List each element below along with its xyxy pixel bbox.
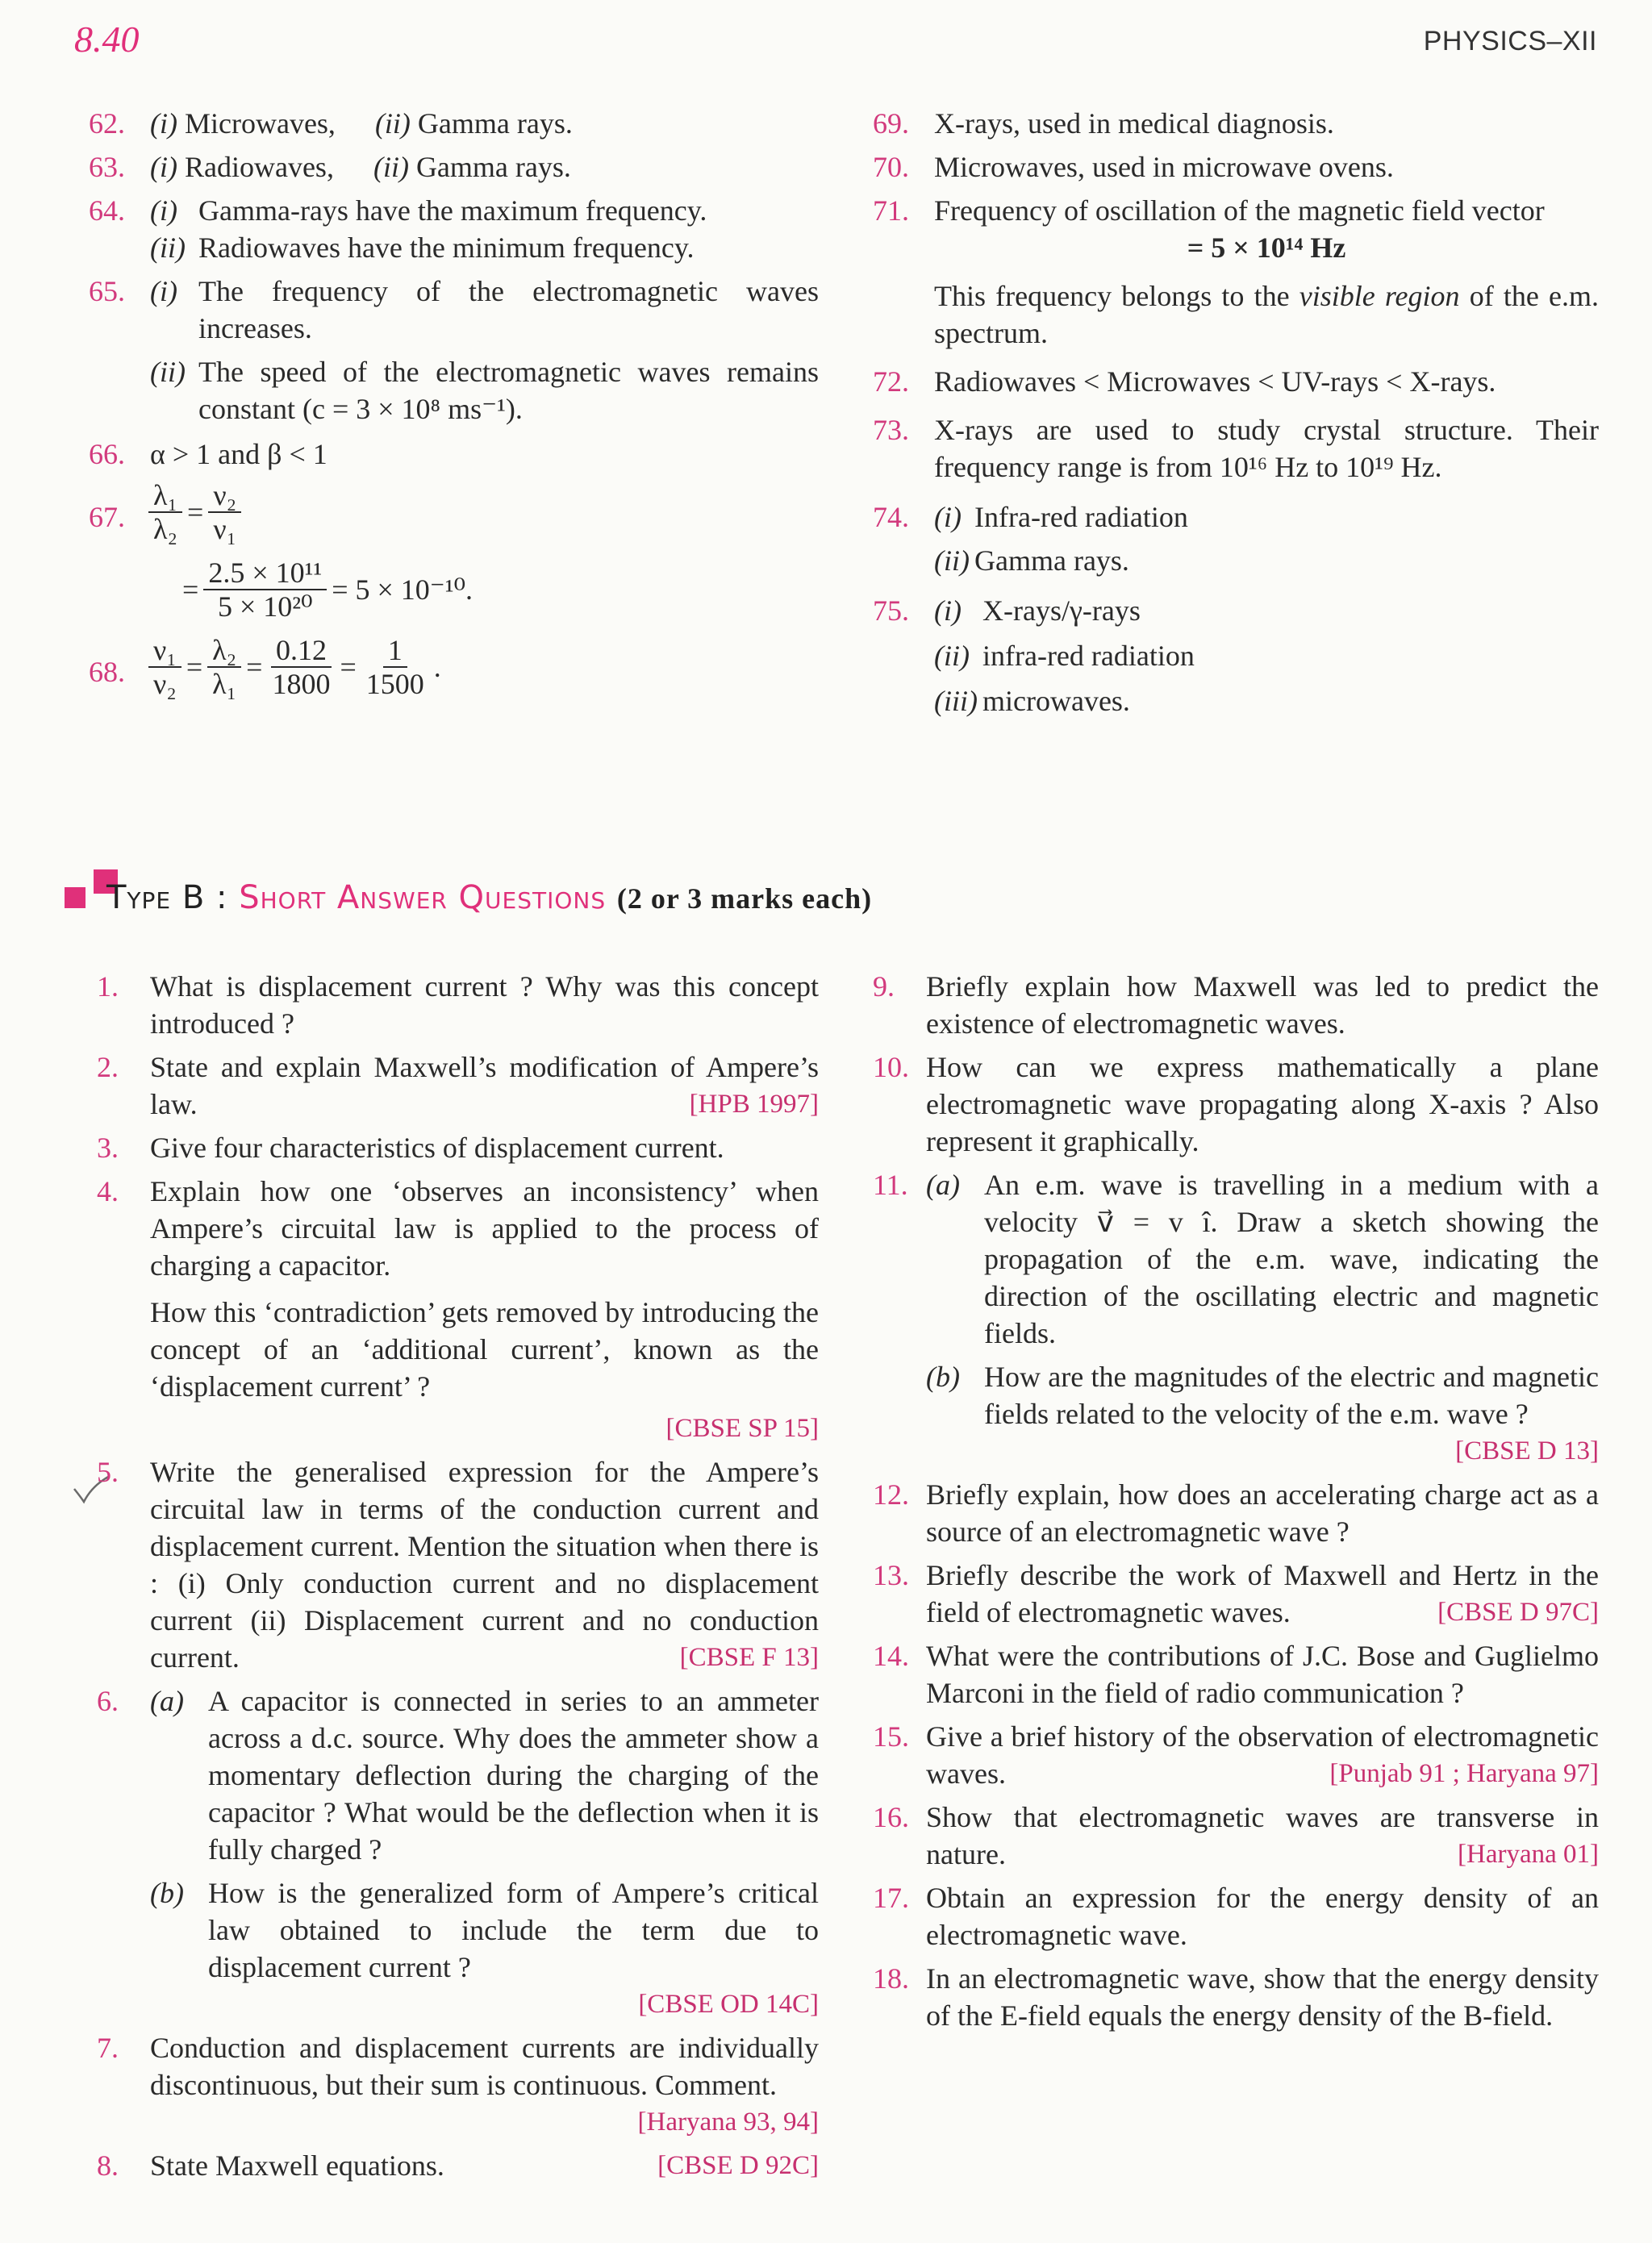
question-6 — [97, 1682, 819, 2023]
section-heading — [66, 879, 873, 916]
sub-answer — [150, 273, 819, 347]
answer-69 — [873, 105, 1599, 142]
fraction — [148, 479, 182, 545]
sub-label: (i) — [150, 194, 177, 227]
question-15 — [873, 1718, 1599, 1792]
answer-number: 68. — [89, 656, 125, 688]
question-number: 18. — [873, 1962, 909, 1995]
question-text: Write the generalised expression for the Ampere’s circuital law in terms of the conduction current and displacement current. Mention the situation when there is : (i) Only conduction current and no displacement current (ii) Displacement current and no conduction current. — [150, 1456, 819, 1674]
question-3 — [97, 1129, 819, 1166]
heading-marker-icon — [65, 887, 86, 908]
questions-right-column — [873, 968, 1599, 2041]
equation: = 5 × 10¹⁴ Hz — [1187, 231, 1346, 264]
question-8 — [97, 2147, 819, 2184]
question-9 — [873, 968, 1599, 1042]
answer-text: The speed of the electromagnetic waves remains constant (c = 3 × 10⁸ ms⁻¹). — [198, 356, 819, 425]
answer-text: Microwaves, used in microwave ovens. — [934, 151, 1394, 183]
answer-text: Radiowaves have the minimum frequency. — [198, 231, 695, 264]
source-reference: [CBSE D 97C] — [1437, 1598, 1599, 1627]
sub-label: (b) — [926, 1361, 960, 1393]
equation-result: = 5 × 10⁻¹⁰. — [332, 573, 473, 606]
question-number: 13. — [873, 1559, 909, 1591]
source-reference: [CBSE D 13] — [1455, 1436, 1599, 1465]
question-text: What were the contributions of J.C. Bose and Guglielmo Marconi in the field of radio communication ? — [926, 1640, 1599, 1709]
answer-text: Microwaves, — [184, 107, 336, 140]
question-number: 7. — [97, 2032, 119, 2064]
answer-text: Radiowaves < Microwaves < UV-rays < X-rays. — [934, 365, 1496, 398]
question-number: 4. — [97, 1175, 119, 1207]
question-text: Briefly explain, how does an accelerating charge act as a source of an electromagnetic wave ? — [926, 1478, 1599, 1548]
question-text: State Maxwell equations. — [150, 2149, 444, 2182]
answer-text: infra-red radiation — [982, 640, 1195, 672]
sub-label: (i) — [934, 594, 962, 627]
denominator: 1500 — [365, 668, 424, 700]
question-17 — [873, 1879, 1599, 1953]
answer-text: This frequency belongs to the — [934, 280, 1290, 312]
answer-number: 65. — [89, 275, 125, 307]
question-text: Give a brief history of the observation of electromagnetic waves. — [926, 1720, 1599, 1790]
question-14 — [873, 1637, 1599, 1711]
answers-right-column — [873, 105, 1599, 726]
question-text: How is the generalized form of Ampere’s critical law obtained to include the term due to displacement current ? — [208, 1877, 819, 1983]
answer-text: Frequency of oscillation of the magnetic field vector — [934, 194, 1545, 227]
numerator: ν₁ — [148, 634, 181, 668]
denominator: ν₁ — [213, 513, 237, 545]
answer-74 — [873, 498, 1599, 579]
numerator: ν₂ — [208, 479, 241, 513]
answer-67: 67. $\frac{\text{λ₁}}{\text{λ₂}}$ = $\frac{\text{ν₂}}{\text{ν₁}}$ = $\frac{\text{2.5 × 10¹¹}}{\text{5 × 10²⁰}}$ = 5 × 10⁻¹⁰. — [89, 479, 473, 623]
sub-question — [150, 1682, 819, 1868]
answer-text: X-rays, used in medical diagnosis. — [934, 107, 1334, 140]
question-number: 2. — [97, 1051, 119, 1083]
sub-label: (i) — [934, 501, 962, 533]
running-head: PHYSICS–XII — [1423, 26, 1597, 56]
source-reference: [Haryana 93, 94] — [637, 2108, 819, 2137]
emphasis: visible region — [1299, 280, 1460, 312]
fraction — [361, 634, 429, 700]
answer-text: X-rays are used to study crystal structure. Their frequency range is from 10¹⁶ Hz to 10¹⁹ Hz. — [934, 414, 1599, 483]
answer-number: 75. — [873, 594, 909, 627]
sub-label: (ii) — [373, 151, 409, 183]
fraction — [207, 634, 241, 700]
question-text: Briefly explain how Maxwell was led to predict the existence of electromagnetic waves. — [926, 970, 1599, 1040]
sub-label: (a) — [926, 1169, 960, 1201]
answer-text: microwaves. — [982, 685, 1130, 717]
answer-text: α > 1 and β < 1 — [150, 438, 327, 470]
answer-text: X-rays/γ-rays — [982, 594, 1141, 627]
answer-73 — [873, 411, 1599, 486]
numerator: λ₁ — [148, 479, 182, 513]
denominator: 1800 — [272, 668, 331, 700]
source-reference: [Haryana 01] — [1458, 1840, 1599, 1869]
question-number: 11. — [873, 1169, 908, 1201]
denominator: λ₁ — [212, 668, 237, 700]
question-text: Show that electromagnetic waves are transverse in nature. — [926, 1801, 1599, 1870]
numerator: λ₂ — [207, 634, 241, 668]
sub-label: (ii) — [374, 107, 411, 140]
question-5 — [97, 1453, 819, 1676]
answer-68: 68. $\frac{\text{ν₁}}{\text{ν₂}}$ = $\frac{\text{λ₂}}{\text{λ₁}}$ = $\frac{0.12}{1800}$ = $\frac{1}{1500}$ . — [89, 634, 441, 700]
question-number: 10. — [873, 1051, 909, 1083]
answer-number: 66. — [89, 438, 125, 470]
question-number: 14. — [873, 1640, 909, 1672]
sub-answer — [934, 498, 1599, 536]
question-text: An e.m. wave is travelling in a medium with a velocity v⃗ = v î. Draw a sketch showing the propagation of the e.m. wave, indicating the direction of the oscillating electric and magnetic fields. — [984, 1169, 1599, 1349]
sub-label: (i) — [150, 275, 177, 307]
numerator: 0.12 — [271, 634, 332, 668]
denominator: λ₂ — [153, 513, 178, 545]
source-reference: [CBSE D 92C] — [657, 2151, 819, 2180]
answer-number: 69. — [873, 107, 909, 140]
question-number: 8. — [97, 2149, 119, 2182]
question-text: Give four characteristics of displacement current. — [150, 1132, 724, 1164]
answer-text: Gamma rays. — [417, 107, 573, 140]
answers-left-column — [89, 105, 819, 711]
question-number: 15. — [873, 1720, 909, 1753]
answer-text: Gamma rays. — [974, 544, 1129, 577]
question-11 — [873, 1166, 1599, 1470]
answer-number: 73. — [873, 414, 909, 446]
sub-answer — [150, 353, 819, 427]
question-text: What is displacement current ? Why was this concept introduced ? — [150, 970, 819, 1040]
answer-70 — [873, 148, 1599, 186]
question-16 — [873, 1799, 1599, 1873]
answer-number: 67. — [89, 501, 125, 533]
question-text: Conduction and displacement currents are individually discontinuous, but their sum is continuous. Comment. — [150, 2032, 819, 2101]
answer-text: Infra-red radiation — [974, 501, 1188, 533]
fraction — [208, 479, 241, 545]
question-text: Briefly describe the work of Maxwell and Hertz in the field of electromagnetic waves. — [926, 1559, 1599, 1628]
source-reference: [CBSE OD 14C] — [638, 1990, 819, 2019]
question-text: In an electromagnetic wave, show that the energy density of the E-field equals the energy density of the B-field. — [926, 1962, 1599, 2032]
question-number: 16. — [873, 1801, 909, 1833]
denominator: 5 × 10²⁰ — [217, 590, 313, 623]
answer-72 — [873, 363, 1599, 400]
question-text: Explain how one ‘observes an inconsistency’ when Ampere’s circuital law is applied to the process of charging a capacitor. — [150, 1175, 819, 1282]
answer-number: 64. — [89, 194, 125, 227]
section-title: Short Answer Questions — [239, 879, 607, 916]
answer-text: The frequency of the electromagnetic waves increases. — [198, 275, 819, 344]
sub-answer — [934, 592, 1599, 629]
source-reference: [HPB 1997] — [689, 1090, 819, 1119]
section-type: Type B — [106, 879, 206, 916]
sub-label: (a) — [150, 1685, 184, 1717]
sub-label: (ii) — [934, 640, 970, 672]
sub-label: (ii) — [150, 356, 186, 388]
question-2 — [97, 1049, 819, 1123]
sub-answer — [934, 637, 1599, 674]
source-reference: [CBSE SP 15] — [665, 1414, 819, 1443]
question-text: How can we express mathematically a plane electromagnetic wave propagating along X-axis ? Also represent it graphically. — [926, 1051, 1599, 1157]
sub-label: (ii) — [150, 231, 186, 264]
page-number: 8.40 — [74, 19, 140, 60]
question-text: How are the magnitudes of the electric and magnetic fields related to the velocity of the e.m. wave ? — [984, 1361, 1599, 1430]
answer-71 — [873, 192, 1599, 352]
fraction — [267, 634, 335, 700]
question-number: 5. — [97, 1456, 119, 1488]
fraction — [148, 634, 181, 700]
numerator: 2.5 × 10¹¹ — [203, 557, 327, 590]
answer-text: Radiowaves, — [184, 151, 334, 183]
answer-number: 72. — [873, 365, 909, 398]
sub-label: (i) — [150, 151, 177, 183]
section-marks: (2 or 3 marks each) — [616, 882, 873, 915]
answer-62 — [89, 105, 819, 142]
question-number: 17. — [873, 1882, 909, 1914]
source-reference: [CBSE F 13] — [679, 1643, 819, 1672]
question-number: 12. — [873, 1478, 909, 1511]
numerator: 1 — [383, 634, 407, 668]
answer-number: 74. — [873, 501, 909, 533]
sub-label: (b) — [150, 1877, 184, 1909]
sub-answer — [934, 682, 1599, 719]
sub-answer — [150, 229, 819, 266]
sub-answer — [150, 192, 819, 229]
answer-number: 70. — [873, 151, 909, 183]
question-number: 9. — [873, 970, 895, 1003]
answer-66 — [89, 436, 819, 473]
question-18 — [873, 1960, 1599, 2034]
answer-text: Gamma-rays have the maximum frequency. — [198, 194, 707, 227]
answer-75 — [873, 592, 1599, 719]
sub-question — [926, 1166, 1599, 1352]
question-text: A capacitor is connected in series to an ammeter across a d.c. source. Why does the ammeter show a momentary deflection during the charging of the capacitor ? What would be the deflection when it is fully charged ? — [208, 1685, 819, 1866]
answer-number: 71. — [873, 194, 909, 227]
question-4 — [97, 1173, 819, 1447]
sub-question — [926, 1358, 1599, 1432]
answer-text: of the e.m. spectrum. — [934, 280, 1599, 349]
answer-text: Gamma rays. — [415, 151, 571, 183]
sub-label: (i) — [150, 107, 177, 140]
answer-65 — [89, 273, 819, 427]
sub-label: (ii) — [934, 544, 970, 577]
question-text: Obtain an expression for the energy density of an electromagnetic wave. — [926, 1882, 1599, 1951]
question-1 — [97, 968, 819, 1042]
question-7 — [97, 2029, 819, 2141]
question-number: 3. — [97, 1132, 119, 1164]
fraction — [203, 557, 327, 623]
question-12 — [873, 1476, 1599, 1550]
question-number: 6. — [97, 1685, 119, 1717]
question-text: State and explain Maxwell’s modification of Ampere’s law. — [150, 1051, 819, 1120]
sub-question — [150, 1874, 819, 1986]
section-colon: : — [216, 879, 228, 916]
sub-label: (iii) — [934, 685, 978, 717]
question-text: How this ‘contradiction’ gets removed by introducing the concept of an ‘additional current’, known as the ‘displacement current’ ? — [150, 1296, 819, 1403]
questions-left-column — [97, 968, 819, 2191]
sub-answer — [934, 542, 1599, 579]
denominator: ν₂ — [153, 668, 177, 700]
answer-number: 62. — [89, 107, 125, 140]
answer-number: 63. — [89, 151, 125, 183]
question-13 — [873, 1557, 1599, 1631]
question-10 — [873, 1049, 1599, 1160]
answer-64 — [89, 192, 819, 266]
answer-63 — [89, 148, 819, 186]
question-number: 1. — [97, 970, 119, 1003]
source-reference: [Punjab 91 ; Haryana 97] — [1329, 1759, 1599, 1788]
